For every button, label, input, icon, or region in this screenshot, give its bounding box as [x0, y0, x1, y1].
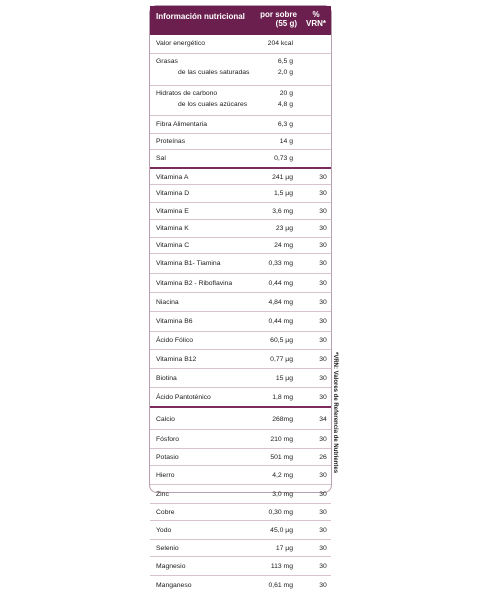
nutrient-vrn: 30 — [319, 582, 327, 589]
nutrient-name: Fibra Alimentaria — [156, 121, 207, 128]
nutrient-vrn: 30 — [319, 299, 327, 306]
nutrient-vrn: 30 — [319, 318, 327, 325]
nutrient-vrn: 30 — [319, 356, 327, 363]
nutrient-name: Ácido Fólico — [156, 337, 194, 344]
nutrient-vrn: 26 — [319, 454, 327, 461]
nutrient-value: 241 µg — [272, 174, 293, 181]
nutrient-value: 24 mg — [274, 242, 293, 249]
nutrient-vrn: 30 — [319, 337, 327, 344]
table-row — [150, 387, 331, 406]
nutrient-name: Biotina — [156, 375, 177, 382]
table-row — [150, 149, 331, 167]
nutrient-name: Yodo — [156, 527, 172, 534]
nutrient-value: 6,3 g — [277, 121, 293, 128]
nutrient-name: Vitamina B2 - Riboflavina — [156, 280, 233, 287]
table-row — [150, 575, 331, 594]
nutrient-sub-value: 2,0 g — [277, 69, 293, 76]
nutrient-value: 0,33 mg — [268, 260, 293, 267]
nutrient-value: 4,84 mg — [268, 299, 293, 306]
nutrient-value: 501 mg — [270, 454, 293, 461]
nutrient-value: 20 g — [279, 90, 293, 97]
table-row — [150, 520, 331, 539]
nutrient-name: Niacina — [156, 299, 179, 306]
table-row — [150, 133, 331, 149]
nutrient-value: 45,0 µg — [270, 527, 293, 534]
nutrient-sub-name: de las cuales saturadas — [178, 69, 250, 76]
nutrient-name: Vitamina B6 — [156, 318, 193, 325]
nutrient-name: Hierro — [156, 472, 175, 479]
table-row — [150, 311, 331, 331]
nutrient-vrn: 30 — [319, 242, 327, 249]
nutrient-value: 6,5 g — [277, 58, 293, 65]
nutrient-value: 1,8 mg — [272, 394, 293, 401]
nutrient-value: 60,5 µg — [270, 337, 293, 344]
nutrient-vrn: 30 — [319, 375, 327, 382]
nutrient-vrn: 30 — [319, 545, 327, 552]
table-row — [150, 237, 331, 253]
nutrient-vrn: 30 — [319, 208, 327, 215]
table-row — [150, 53, 331, 85]
nutrient-value: 1,5 µg — [273, 190, 293, 197]
nutrient-value: 268mg — [272, 416, 293, 423]
table-row — [150, 292, 331, 311]
nutrient-sub-value: 4,8 g — [277, 101, 293, 108]
table-row — [150, 85, 331, 115]
table-row — [150, 253, 331, 273]
nutrient-value: 204 kcal — [267, 40, 293, 47]
nutrient-name: Sal — [156, 155, 166, 162]
nutrient-name: Cobre — [156, 509, 175, 516]
header-per-serving: por sobre (55 g) — [260, 10, 297, 28]
table-row — [150, 202, 331, 219]
nutrient-vrn: 30 — [319, 394, 327, 401]
nutrition-table — [149, 5, 332, 589]
nutrient-value: 0,44 mg — [268, 318, 293, 325]
nutrient-name: Fósforo — [156, 436, 180, 443]
nutrient-name: Vitamina C — [156, 242, 190, 249]
nutrient-value: 0,73 g — [274, 155, 293, 162]
nutrient-name: Valor energético — [156, 40, 205, 47]
nutrient-value: 0,30 mg — [268, 509, 293, 516]
nutrient-vrn: 34 — [319, 416, 327, 423]
table-body — [150, 35, 331, 594]
nutrient-vrn: 30 — [319, 190, 327, 197]
nutrient-name: Vitamina A — [156, 174, 189, 181]
nutrient-value: 14 g — [279, 138, 293, 145]
table-row — [150, 368, 331, 387]
nutrient-vrn: 30 — [319, 280, 327, 287]
nutrient-name: Vitamina E — [156, 208, 189, 215]
nutrient-value: 17 µg — [275, 545, 293, 552]
footnote: *VRN: Valores de Referencia de Nutrientes — [332, 352, 338, 474]
nutrient-value: 4,2 mg — [272, 472, 293, 479]
nutrient-name: Selenio — [156, 545, 179, 552]
nutrient-name: Zinc — [156, 491, 169, 498]
nutrient-vrn: 30 — [319, 509, 327, 516]
nutrient-name: Vitamina K — [156, 225, 189, 232]
nutrient-sub-name: de los cuales azúcares — [178, 101, 248, 108]
table-row — [150, 539, 331, 556]
nutrient-name: Potasio — [156, 454, 179, 461]
nutrient-name: Calcio — [156, 416, 175, 423]
nutrient-value: 113 mg — [270, 563, 293, 570]
table-row — [150, 273, 331, 292]
table-header — [150, 6, 331, 35]
nutrient-vrn: 30 — [319, 472, 327, 479]
table-row — [150, 406, 331, 429]
nutrient-vrn: 30 — [319, 563, 327, 570]
nutrient-value: 0,61 mg — [268, 582, 293, 589]
table-row — [150, 349, 331, 368]
nutrient-value: 23 µg — [275, 225, 293, 232]
table-row — [150, 167, 331, 184]
table-row — [150, 184, 331, 202]
table-row — [150, 465, 331, 484]
header-name: Información nutricional — [156, 12, 245, 21]
nutrient-vrn: 30 — [319, 225, 327, 232]
nutrient-vrn: 30 — [319, 491, 327, 498]
nutrient-value: 3,0 mg — [272, 491, 293, 498]
table-row — [150, 331, 331, 349]
nutrient-vrn: 30 — [319, 527, 327, 534]
table-row — [150, 503, 331, 520]
nutrient-value: 0,77 µg — [270, 356, 293, 363]
nutrient-name: Grasas — [156, 58, 178, 65]
table-row — [150, 448, 331, 465]
nutrient-vrn: 30 — [319, 174, 327, 181]
nutrient-value: 210 mg — [270, 436, 293, 443]
nutrient-name: Magnesio — [156, 563, 186, 570]
nutrient-name: Vitamina D — [156, 190, 190, 197]
nutrient-value: 3,6 mg — [272, 208, 293, 215]
nutrient-name: Hidratos de carbono — [156, 90, 218, 97]
header-vrn: % VRN* — [305, 10, 326, 28]
table-row — [150, 429, 331, 448]
nutrient-value: 0,44 mg — [268, 280, 293, 287]
nutrient-name: Proteínas — [156, 138, 186, 145]
nutrient-name: Manganeso — [156, 582, 192, 589]
table-row — [150, 484, 331, 503]
nutrient-name: Vitamina B12 — [156, 356, 197, 363]
table-row — [150, 115, 331, 133]
table-row — [150, 219, 331, 237]
nutrient-name: Vitamina B1- Tiamina — [156, 260, 221, 267]
nutrient-vrn: 30 — [319, 260, 327, 267]
nutrient-vrn: 30 — [319, 436, 327, 443]
nutrient-value: 15 µg — [275, 375, 293, 382]
nutrient-name: Ácido Pantoténico — [156, 394, 211, 401]
table-row — [150, 35, 331, 53]
table-row — [150, 556, 331, 575]
